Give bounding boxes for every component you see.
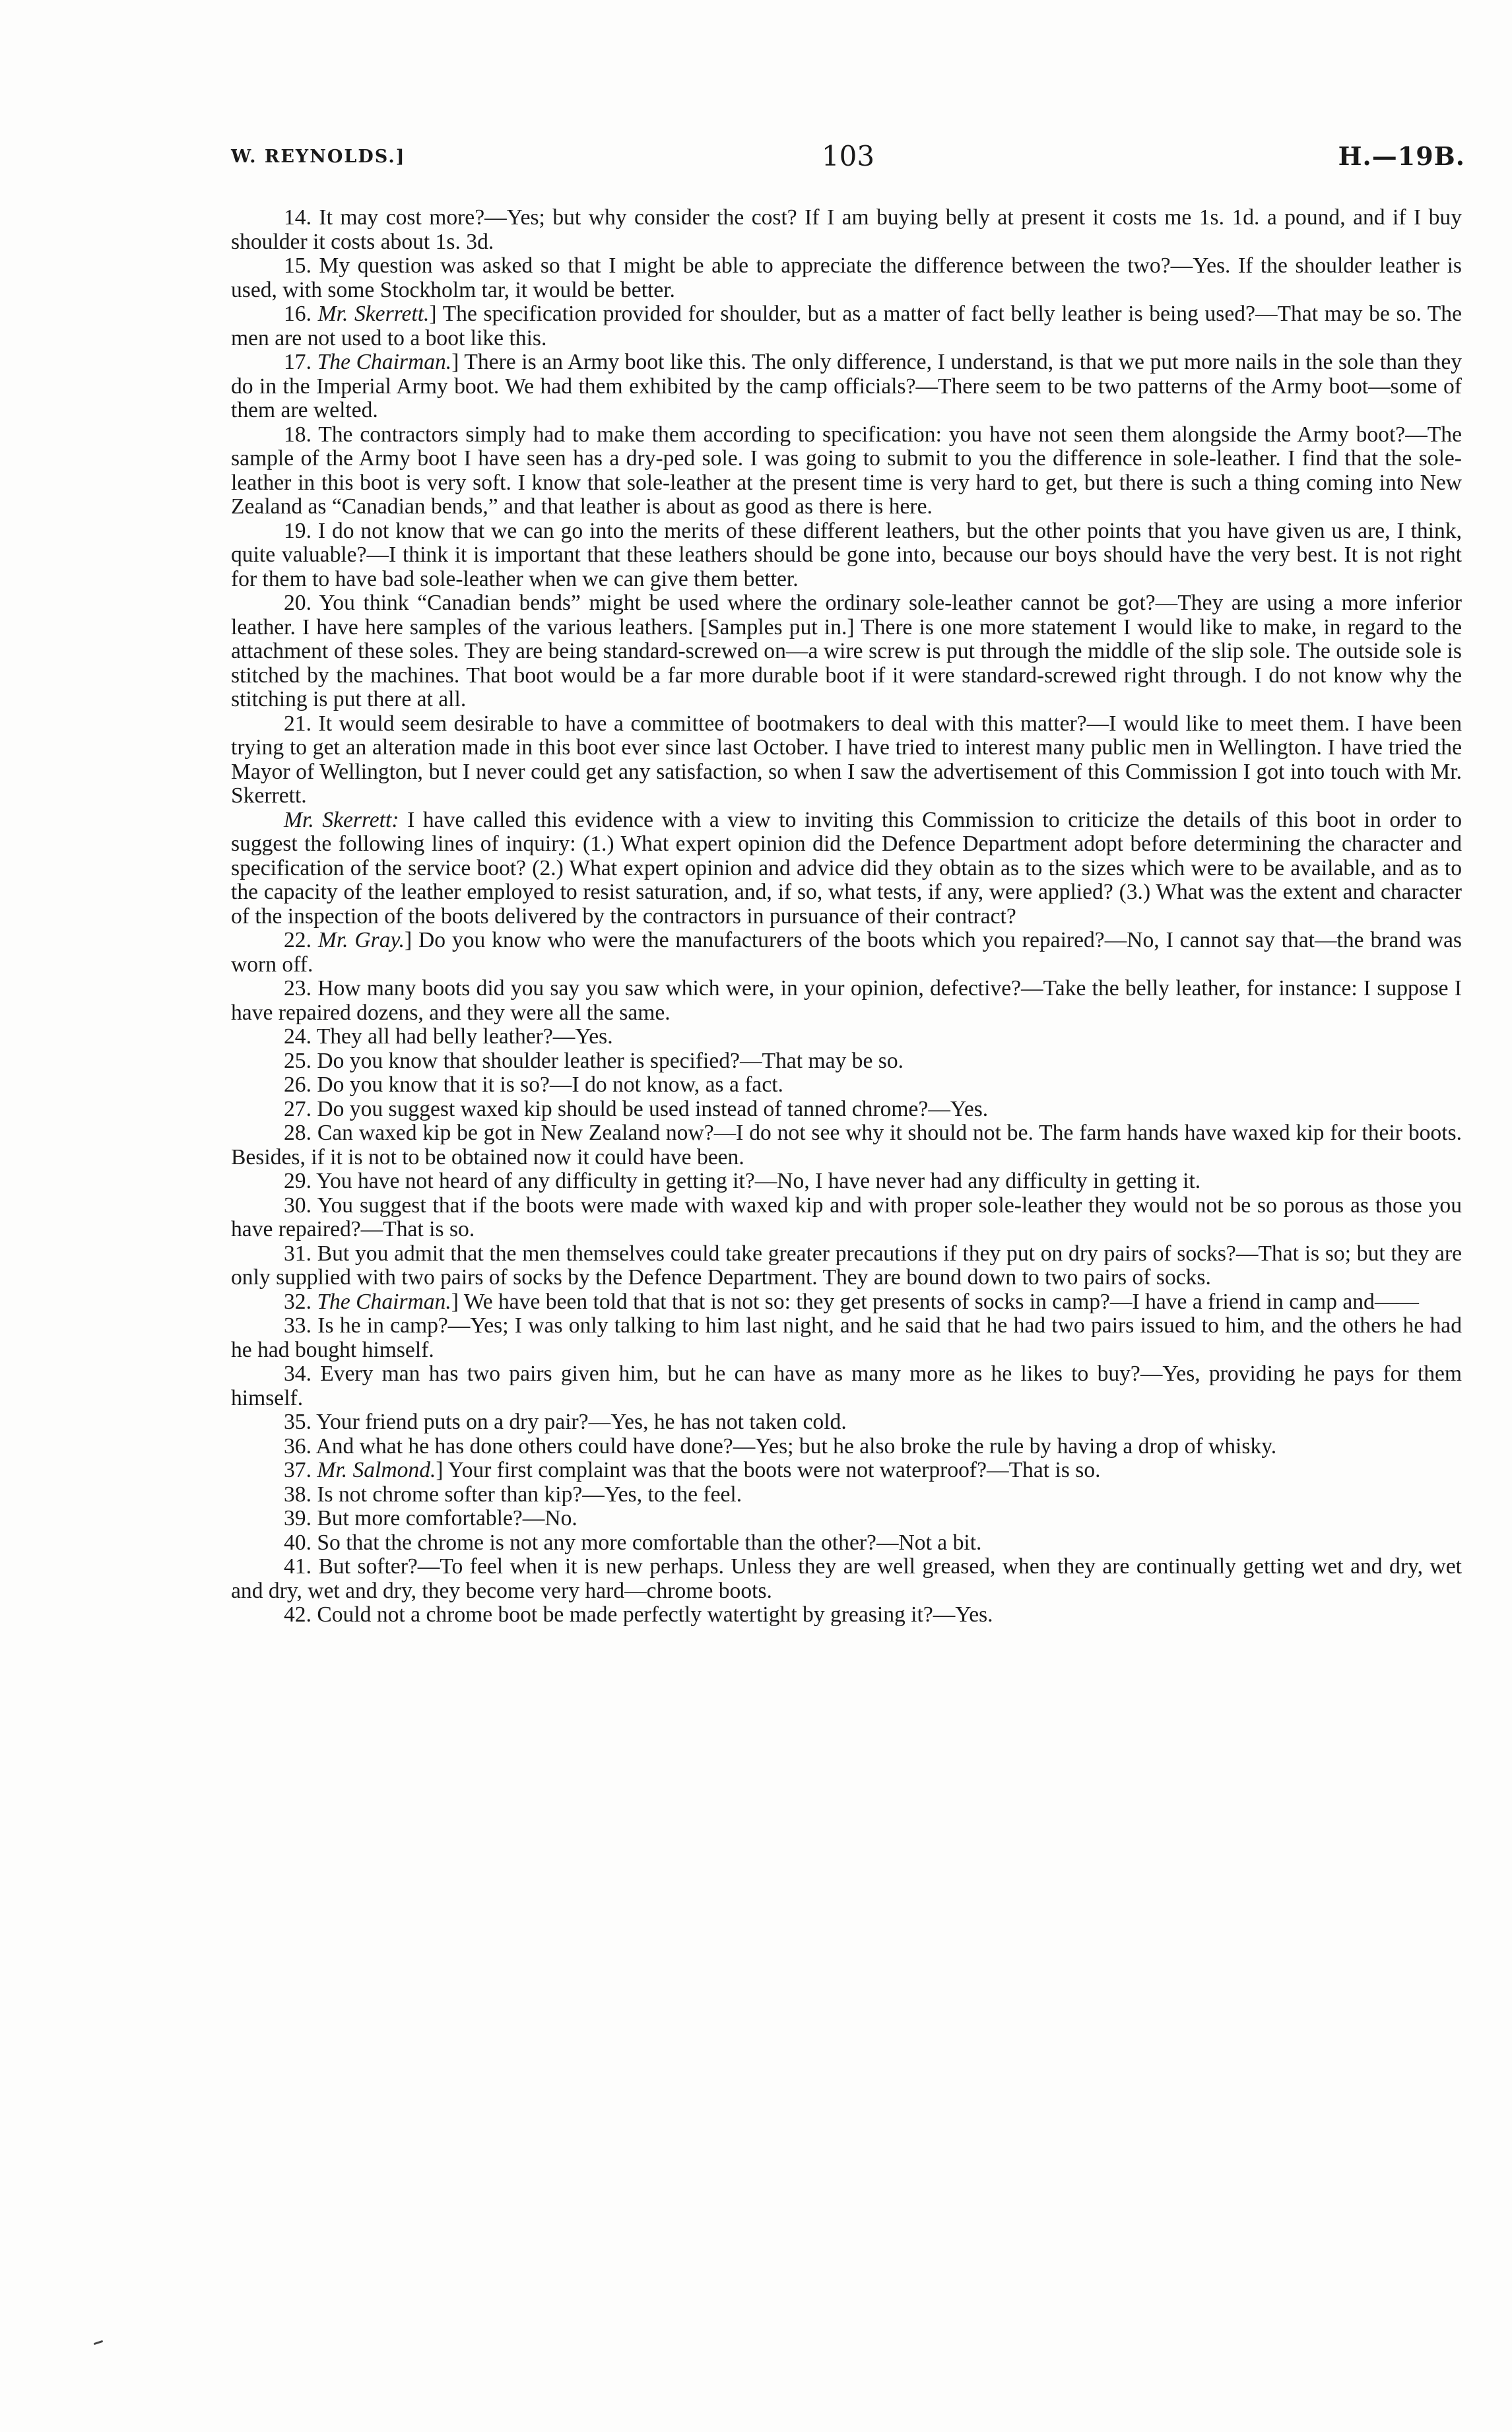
paper-reference: H.—19B. — [1338, 141, 1465, 171]
paragraph-text: 25. Do you know that shoulder leather is specified?—That may be so. — [284, 1048, 904, 1073]
margin-mark — [94, 2340, 103, 2345]
paragraph — [231, 1555, 1462, 1603]
paragraph-text: 28. Can waxed kip be got in New Zealand now?—I do not see why it should not be. The farm hands have waxed kip for their boots. Besides, if it is not to be obtained now it could have been. — [231, 1121, 1462, 1169]
paragraph — [231, 1121, 1462, 1169]
paragraph-text: I have called this evidence with a view to inviting this Commission to criticize the details of this boot in order to suggest the following lines of inquiry: (1.) What expert opinion did the Defence Department adopt before determining the character and specification of the service boot? (2.) What expert opinion and advice did they obtain as to the sizes which were to be available, and as to the capacity of the leather employed to resist saturation, and, if so, what tests, if any, were applied? (3.) What was the extent and character of the inspection of the boots delivered by the contractors in pursuance of their contract? — [231, 807, 1462, 929]
paragraph — [231, 1603, 1462, 1627]
paragraph — [231, 254, 1462, 302]
paragraph-text: 19. I do not know that we can go into the merits of these different leathers, but the other points that you have given us are, I think, quite valuable?—I think it is important that these leathers should be gone into, because our boys should have the very best. It is not right for them to have bad sole-leather when we can give them better. — [231, 518, 1462, 591]
witness-name: W. REYNOLDS.] — [231, 147, 406, 167]
paragraph-text: ] Your first complaint was that the boots were not waterproof?—That is so. — [436, 1458, 1101, 1482]
speaker-name: Mr. Gray. — [317, 928, 405, 952]
speaker-name: Mr. Skerrett. — [317, 302, 430, 326]
paragraph-text: 38. Is not chrome softer than kip?—Yes, to the feel. — [284, 1482, 742, 1507]
paragraph-text: 27. Do you suggest waxed kip should be used instead of tanned chrome?—Yes. — [284, 1096, 989, 1121]
paragraph-text: 29. You have not heard of any difficulty in getting it?—No, I have never had any difficulty in getting it. — [284, 1169, 1201, 1193]
speaker-name: Mr. Skerrett: — [284, 807, 399, 832]
paragraph — [231, 1098, 1462, 1122]
paragraph-text: 32. — [284, 1289, 317, 1314]
paragraph — [231, 350, 1462, 423]
paragraph — [231, 1290, 1462, 1315]
paragraph — [231, 1459, 1462, 1483]
paragraph — [231, 808, 1462, 929]
paragraph — [231, 1531, 1462, 1556]
paragraph-text: 26. Do you know that it is so?—I do not know, as a fact. — [284, 1072, 783, 1097]
paragraph-text: 42. Could not a chrome boot be made perfectly watertight by greasing it?—Yes. — [284, 1602, 993, 1627]
evidence-text — [231, 206, 1462, 1627]
paragraph-text: 22. — [284, 928, 318, 952]
paragraph-text: 31. But you admit that the men themselves could take greater precautions if they put on dry pairs of socks?—That is so; but they are only supplied with two pairs of socks by the Defence Department. They are bound down to two pairs of socks. — [231, 1241, 1462, 1290]
paragraph — [231, 206, 1462, 254]
paragraph — [231, 1242, 1462, 1290]
paragraph-text: ] The specification provided for shoulder, but as a matter of fact belly leather is being used?—That may be so. The men are not used to a boot like this. — [231, 302, 1462, 350]
paragraph-text: 33. Is he in camp?—Yes; I was only talking to him last night, and he said that he had two pairs issued to him, and the others he had he had bought himself. — [231, 1313, 1462, 1362]
paragraph-text: 23. How many boots did you say you saw which were, in your opinion, defective?—Take the belly leather, for instance: I suppose I have repaired dozens, and they were all the same. — [231, 976, 1462, 1025]
paragraph — [231, 302, 1462, 350]
paragraph-text: 30. You suggest that if the boots were made with waxed kip and with proper sole-leather they would not be so porous as those you have repaired?—That is so. — [231, 1193, 1462, 1241]
paragraph-text: 37. — [284, 1458, 317, 1482]
paragraph-text: ] Do you know who were the manufacturers of the boots which you repaired?—No, I cannot say that—the brand was worn off. — [231, 928, 1462, 977]
paragraph — [231, 1410, 1462, 1435]
paragraph — [231, 1435, 1462, 1459]
speaker-name: The Chairman. — [317, 1289, 451, 1314]
page-number: 103 — [821, 140, 875, 172]
paragraph-text: ] There is an Army boot like this. The only difference, I understand, is that we put more nails in the sole than they do in the Imperial Army boot. We had them exhibited by the camp officials?—There seem to be two patterns of the Army boot—some of them are welted. — [231, 350, 1463, 422]
paragraph — [231, 591, 1462, 712]
paragraph — [231, 929, 1462, 977]
speaker-name: Mr. Salmond. — [317, 1458, 436, 1482]
paragraph — [231, 1025, 1462, 1049]
paragraph — [231, 1483, 1462, 1507]
paragraph-text: ] We have been told that that is not so: they get presents of socks in camp?—I have a friend in camp and—— — [451, 1289, 1419, 1314]
paragraph-text: 34. Every man has two pairs given him, but he can have as many more as he likes to buy?—Yes, providing he pays for them himself. — [231, 1362, 1462, 1410]
paragraph-text: 41. But softer?—To feel when it is new perhaps. Unless they are well greased, when they are continually getting wet and dry, wet and dry, wet and dry, they become very hard—chrome boots. — [231, 1554, 1462, 1603]
paragraph-text: 14. It may cost more?—Yes; but why consider the cost? If I am buying belly at present it costs me 1s. 1d. a pound, and if I buy shoulder it costs about 1s. 3d. — [231, 205, 1462, 254]
paragraph — [231, 1169, 1462, 1194]
page-header — [231, 140, 1465, 180]
paragraph-text: 18. The contractors simply had to make them according to specification: you have not seen them alongside the Army boot?—The sample of the Army boot I have seen has a dry-ped sole. I was going to submit to you the difference in sole-leather. I find that the sole-leather in this boot is very soft. I know that sole-leather at the present time is very hard to get, but there is such a thing coming into New Zealand as “Canadian bends,” and that leather is about as good as there is here. — [231, 422, 1462, 519]
paragraph-text: 40. So that the chrome is not any more comfortable than the other?—Not a bit. — [284, 1530, 982, 1555]
paragraph-text: 35. Your friend puts on a dry pair?—Yes, he has not taken cold. — [284, 1410, 847, 1434]
paragraph-text: 16. — [284, 302, 318, 326]
paragraph-text: 36. And what he has done others could have done?—Yes; but he also broke the rule by having a drop of whisky. — [284, 1433, 1277, 1459]
paragraph-text: 15. My question was asked so that I might be able to appreciate the difference between the two?—Yes. If the shoulder leather is used, with some Stockholm tar, it would be better. — [231, 253, 1462, 302]
paragraph — [231, 1073, 1462, 1098]
paragraph-text: 20. You think “Canadian bends” might be used where the ordinary sole-leather cannot be got?—They are using a more inferior leather. I have here samples of the various leathers. [Samples put in.] There is one more statement I would like to make, in regard to the attachment of these soles. They are being standard-screwed on—a wire screw is put through the middle of the slip sole. The outside sole is stitched by the machines. That boot would be a far more durable boot if it were standard-screwed right through. I do not know why the stitching is put there at all. — [231, 591, 1462, 711]
paragraph — [231, 519, 1462, 592]
paragraph-text: 21. It would seem desirable to have a committee of bootmakers to deal with this matter?—I would like to meet them. I have been trying to get an alteration made in this boot ever since last October. I have tried to interest many public men in Wellington. I have tried the Mayor of Wellington, but I never could get any satisfaction, so when I saw the advertisement of this Commission I got into touch with Mr. Skerrett. — [231, 711, 1462, 808]
paragraph — [231, 1049, 1462, 1074]
speaker-name: The Chairman. — [317, 350, 452, 374]
paragraph — [231, 1194, 1462, 1242]
paragraph-text: 17. — [284, 350, 317, 374]
paragraph — [231, 712, 1462, 808]
paragraph — [231, 977, 1462, 1025]
paragraph-text: 24. They all had belly leather?—Yes. — [284, 1024, 613, 1049]
paragraph — [231, 1314, 1462, 1362]
paragraph — [231, 1362, 1462, 1410]
paragraph-text: 39. But more comfortable?—No. — [284, 1506, 577, 1530]
paragraph — [231, 423, 1462, 519]
paragraph — [231, 1507, 1462, 1531]
